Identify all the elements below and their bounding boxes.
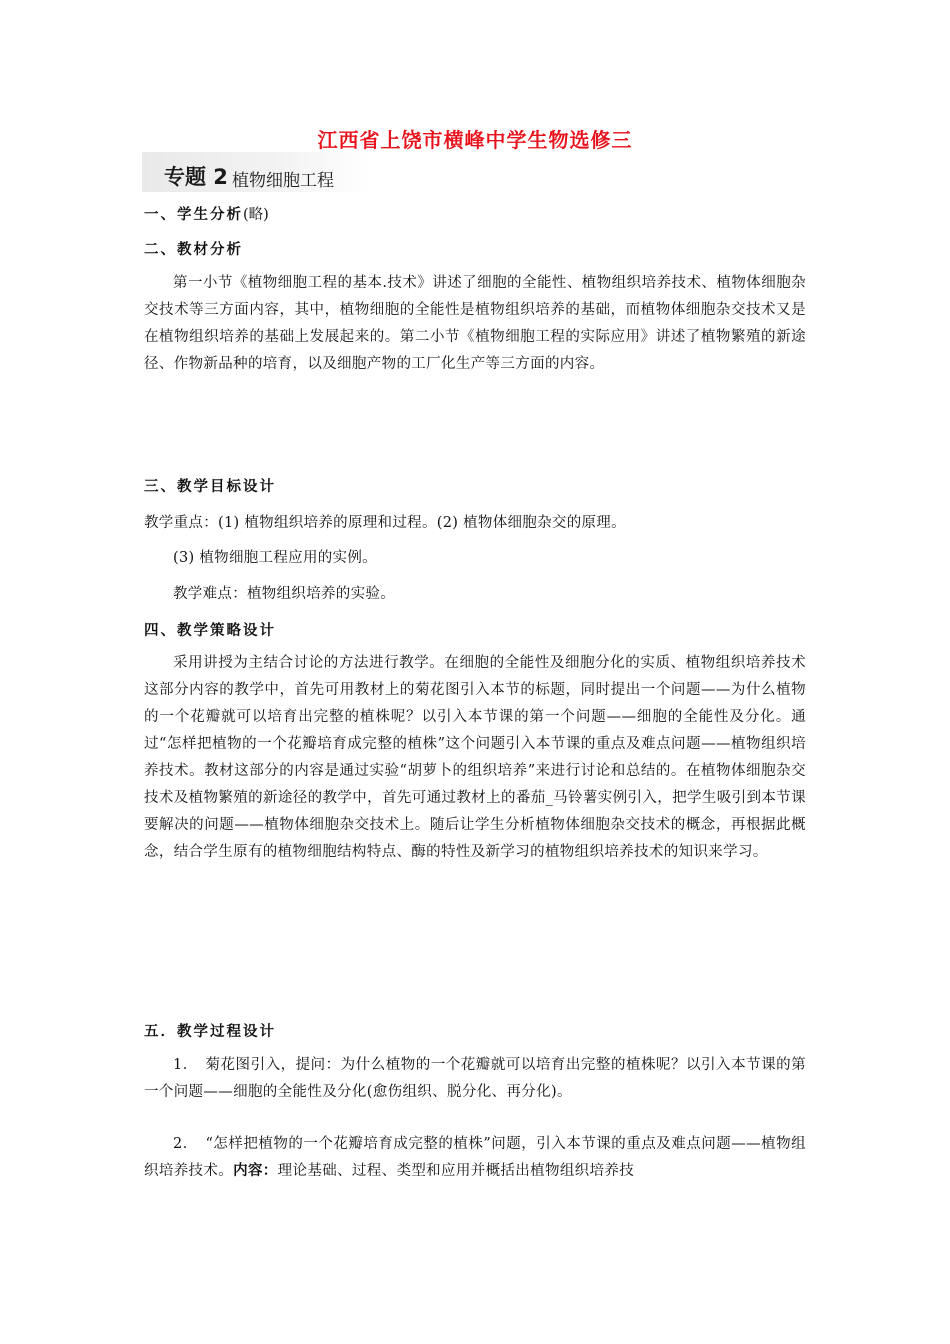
list-item-2-bold: 内容：	[233, 1163, 278, 1179]
list-item-2-text: 2． “怎样把植物的一个花瓣培育成完整的植株”问题，引入本节课的重点及难点问题——植物组织培养技术。	[144, 1136, 806, 1179]
line-key-points-3: (3) 植物细胞工程应用的实例。	[173, 550, 377, 566]
banner-sub-text: 植物细胞工程	[232, 171, 334, 191]
heading-text: 一、学生分析	[144, 207, 243, 223]
banner-main-text: 专题 2	[164, 165, 228, 189]
list-item-1: 1． 菊花图引入，提问：为什么植物的一个花瓣就可以培育出完整的植株呢？以引入本节课的第一个问题——细胞的全能性及分化(愈伤组织、脱分化、再分化)。	[144, 1057, 806, 1100]
heading-teaching-process: 五．教学过程设计	[144, 1024, 276, 1040]
paragraph-teaching-strategy: 采用讲授为主结合讨论的方法进行教学。在细胞的全能性及细胞分化的实质、植物组织培养技术这部分内容的教学中，首先可用教材上的菊花图引入本节的标题，同时提出一个问题——为什么植物的一个花瓣就可以培育出完整的植株呢？以引入本节课的第一个问题——细胞的全能性及分化。通过“怎样把植物的一个花瓣培育成完整的植株”这个问题引入本节课的重点及难点问题——植物组织培养技术。教材这部分的内容是通过实验“胡萝卜的组织培养”来进行讨论和总结的。在植物体细胞杂交技术及植物繁殖的新途径的教学中，首先可通过教材上的番茄_马铃薯实例引入，把学生吸引到本节课要解决的问题——植物体细胞杂交技术上。随后让学生分析植物体细胞杂交技术的概念，再根据此概念，结合学生原有的植物细胞结构特点、酶的特性及新学习的植物组织培养技术的知识来学习。	[144, 655, 806, 860]
line-difficult-points: 教学难点：植物组织培养的实验。	[173, 586, 395, 602]
topic-banner	[142, 152, 373, 192]
heading-student-analysis	[144, 203, 269, 224]
list-item-2-tail: 理论基础、过程、类型和应用并概括出植物组织培养技	[277, 1163, 635, 1179]
heading-textbook-analysis: 二、教材分析	[144, 242, 243, 258]
paragraph-textbook-analysis: 第一小节《植物细胞工程的基本.技术》讲述了细胞的全能性、植物组织培养技术、植物体细胞杂交技术等三方面内容，其中，植物细胞的全能性是植物组织培养的基础，而植物体细胞杂交技术又是在植物组织培养的基础上发展起来的。第二小节《植物细胞工程的实际应用》讲述了植物繁殖的新途径、作物新品种的培育，以及细胞产物的工厂化生产等三方面的内容。	[144, 275, 806, 372]
heading-teaching-goals: 三、教学目标设计	[144, 479, 276, 495]
page-title: 江西省上饶市横峰中学生物选修三	[317, 128, 633, 152]
heading-note: (略)	[243, 207, 269, 223]
heading-teaching-strategy: 四、教学策略设计	[144, 623, 276, 639]
list-item-2	[144, 1131, 806, 1185]
line-key-points: 教学重点：(1) 植物组织培养的原理和过程。(2) 植物体细胞杂交的原理。	[144, 515, 626, 531]
